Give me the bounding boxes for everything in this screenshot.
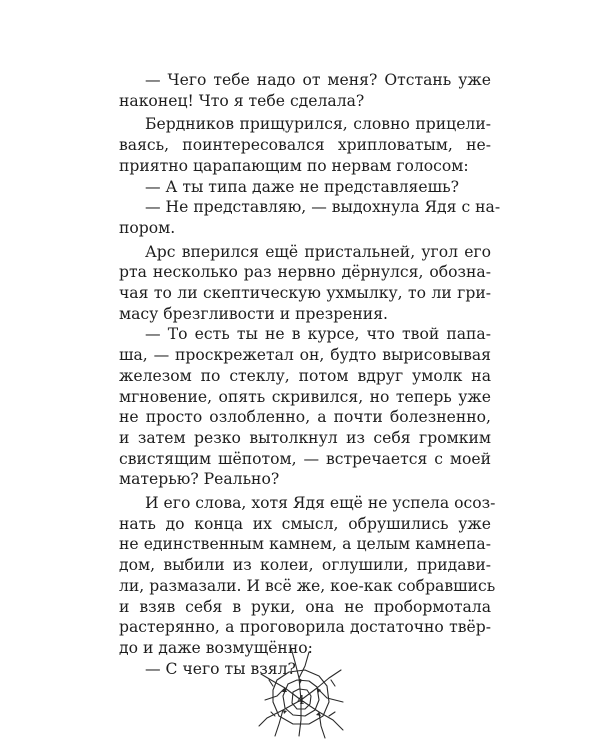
text-line: приятно царапающим по нервам голосом: [119, 156, 469, 175]
page-number: 4 [297, 693, 305, 707]
text-line: ли, размазали. И всё же, кое-как собравшись [119, 576, 496, 595]
text-line: наконец! Что я тебе сделала? [119, 91, 365, 110]
text-line: и взяв себя в руки, она не пробормотала [119, 597, 491, 616]
text-line: свистящим шёпотом, — встречается с моей [119, 449, 491, 468]
text-line: И его слова, хотя Ядя ещё не успела осоз- [145, 494, 496, 513]
text-line: — А ты типа даже не представляешь? [145, 177, 459, 196]
text-line: растерянно, а проговорила достаточно твёр- [119, 618, 491, 637]
text-line: чая то ли скептическую ухмылку, то ли гри- [119, 284, 491, 303]
text-line: Бердников прищурился, словно прицели- [145, 115, 491, 134]
text-line: ваясь, поинтересовался хрипловатым, не- [119, 136, 491, 155]
text-line: не единственным камнем, а целым камнепа- [119, 535, 491, 554]
text-line: дом, выбили из колеи, оглушили, придави- [119, 556, 491, 575]
page-number-ornament [255, 640, 347, 740]
text-line: пором. [119, 218, 176, 237]
text-line: нать до конца их смысл, обрушились уже [119, 514, 491, 533]
text-line: мгновение, опять скривился, но теперь уже [119, 387, 491, 406]
text-line: масу брезгливости и презрения. [119, 304, 388, 323]
text-line: — Чего тебе надо от меня? Отстань уже [145, 71, 491, 89]
text-line: ша, — проскрежетал он, будто вырисовывая [119, 346, 491, 365]
text-line: — С чего ты взял? [145, 659, 296, 678]
text-line: — То есть ты не в курсе, что твой папа- [145, 325, 491, 344]
text-line: матерью? Реально? [119, 470, 280, 489]
cracked-glass-icon [255, 640, 347, 740]
text-line: не просто озлобленно, а почти болезненно, [119, 408, 491, 427]
text-line: и затем резко вытолкнул из себя громким [119, 428, 491, 447]
text-line: до и даже возмущённо: [119, 638, 313, 657]
text-line: — Не представляю, — выдохнула Ядя с на- [145, 198, 501, 217]
text-line: Арс вперился ещё пристальней, угол его [145, 242, 491, 261]
text-line: железом по стеклу, потом вдруг умолк на [119, 366, 491, 385]
text-line: рта несколько раз нервно дёрнулся, обозна- [119, 263, 491, 282]
page-body-text [119, 70, 501, 679]
